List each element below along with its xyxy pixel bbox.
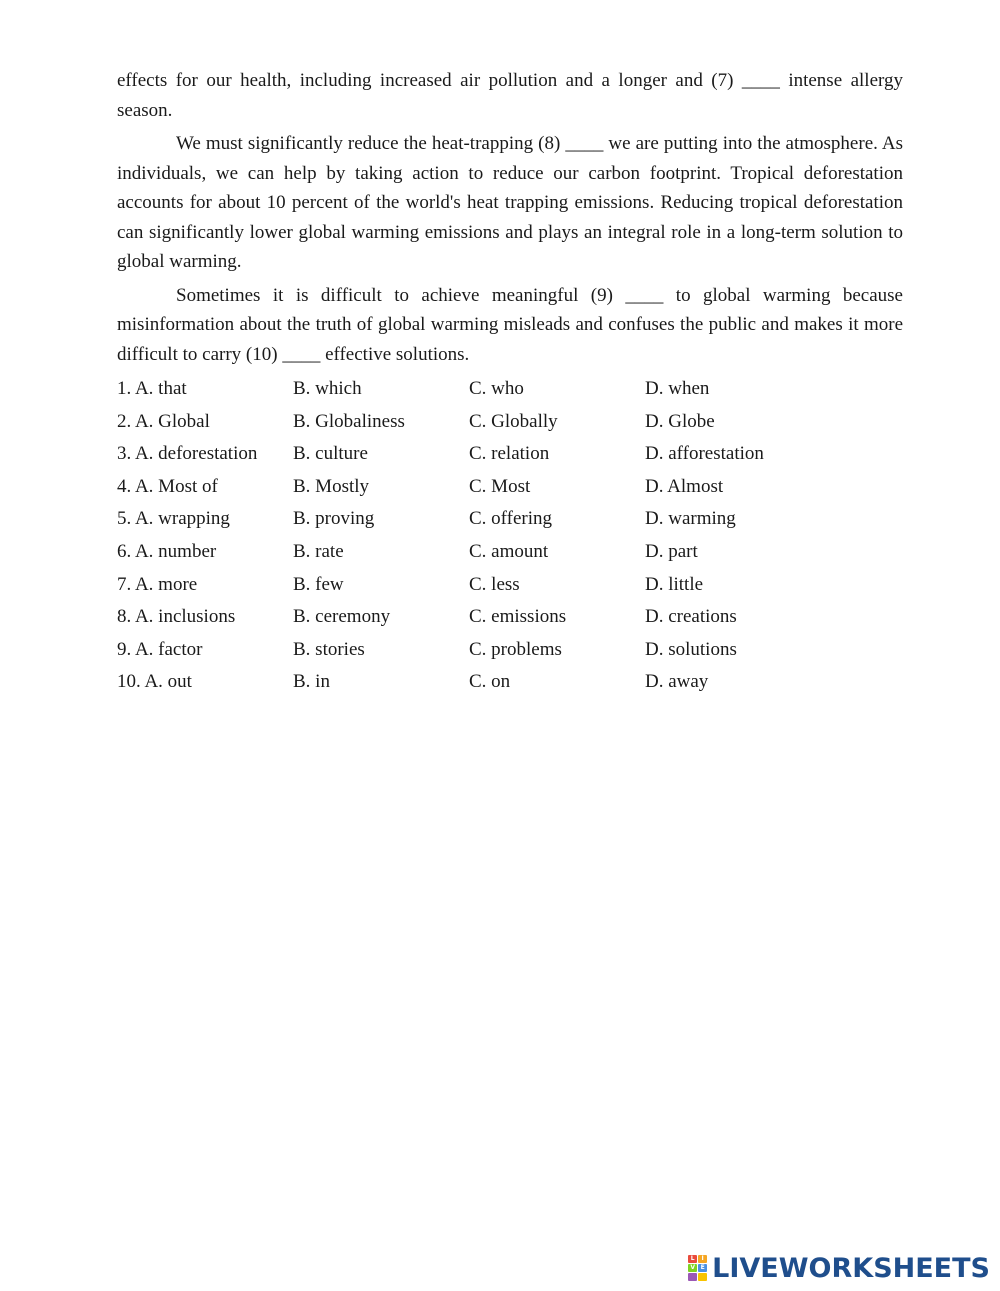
option-c: C. Globally: [469, 410, 558, 432]
option-d: D. part: [645, 540, 698, 562]
option-b: B. proving: [293, 508, 375, 530]
option-c: C. problems: [469, 638, 562, 660]
option-c: C. less: [469, 573, 520, 595]
question-row-10: [117, 666, 903, 699]
option-c: C. on: [469, 671, 511, 693]
logo-icon-letter-l: L: [688, 1255, 697, 1263]
option-b: B. Globaliness: [293, 410, 405, 432]
option-d: D. Globe: [645, 410, 715, 432]
option-a: 4. A. Most of: [117, 475, 218, 497]
option-c: C. emissions: [469, 606, 567, 628]
option-c: C. relation: [469, 443, 550, 465]
option-b: B. rate: [293, 540, 344, 562]
option-c: C. amount: [469, 540, 549, 562]
question-row-5: [117, 503, 903, 536]
option-d: D. warming: [645, 508, 736, 530]
option-d: D. solutions: [645, 638, 737, 660]
passage-paragraph-2: We must significantly reduce the heat-trapping (8) ____ we are putting into the atmosphere. As individuals, we can help by taking action to reduce our carbon footprint. Tropical deforestation accounts for about 10 percent of the world's heat trapping emissions. Reducing tropical deforestation can significantly lower global warming emissions and plays an integral role in a long-term solution to global warming.: [117, 133, 903, 272]
question-row-1: [117, 373, 903, 406]
option-b: B. few: [293, 573, 344, 595]
option-d: D. when: [645, 378, 710, 399]
option-d: D. little: [645, 573, 704, 595]
logo-icon-letter-e: E: [698, 1264, 707, 1272]
option-d: D. away: [645, 671, 709, 693]
option-d: D. Almost: [645, 475, 724, 497]
option-d: D. afforestation: [645, 443, 764, 465]
logo-icon-block: [688, 1273, 697, 1281]
option-b: B. Mostly: [293, 475, 370, 497]
liveworksheets-logo[interactable]: [688, 1253, 990, 1283]
option-c: C. offering: [469, 508, 553, 530]
option-a: 9. A. factor: [117, 638, 203, 660]
question-row-8: [117, 601, 903, 634]
option-b: B. ceremony: [293, 606, 391, 628]
question-row-6: [117, 536, 903, 569]
option-d: D. creations: [645, 606, 737, 628]
question-row-3: [117, 438, 903, 471]
logo-icon: [688, 1255, 707, 1281]
passage-paragraph-1: effects for our health, including increased air pollution and a longer and (7) ____ intense allergy season.: [117, 70, 903, 121]
option-c: C. who: [469, 378, 524, 399]
option-a: 2. A. Global: [117, 410, 210, 432]
option-b: B. culture: [293, 443, 368, 465]
question-row-7: [117, 569, 903, 602]
logo-icon-block: [698, 1273, 707, 1281]
option-b: B. which: [293, 378, 362, 399]
option-a: 8. A. inclusions: [117, 606, 236, 628]
logo-icon-letter-v: V: [688, 1264, 697, 1272]
question-row-2: [117, 406, 903, 439]
option-b: B. stories: [293, 638, 365, 660]
option-a: 5. A. wrapping: [117, 508, 230, 530]
worksheet-page: [117, 66, 903, 699]
option-a: 7. A. more: [117, 573, 198, 595]
question-row-9: [117, 634, 903, 667]
question-row-4: [117, 471, 903, 504]
question-list: [117, 373, 903, 699]
option-b: B. in: [293, 671, 330, 693]
option-a: 10. A. out: [117, 671, 192, 693]
option-c: C. Most: [469, 475, 531, 497]
option-a: 6. A. number: [117, 540, 217, 562]
option-a: 3. A. deforestation: [117, 443, 258, 465]
logo-icon-letter-i: I: [698, 1255, 707, 1263]
option-a: 1. A. that: [117, 378, 187, 399]
passage-paragraph-3: Sometimes it is difficult to achieve meaningful (9) ____ to global warming because misinformation about the truth of global warming misleads and confuses the public and makes it more difficult to carry (10) ____ effective solutions.: [117, 284, 903, 365]
logo-text: LIVEWORKSHEETS: [712, 1252, 990, 1284]
